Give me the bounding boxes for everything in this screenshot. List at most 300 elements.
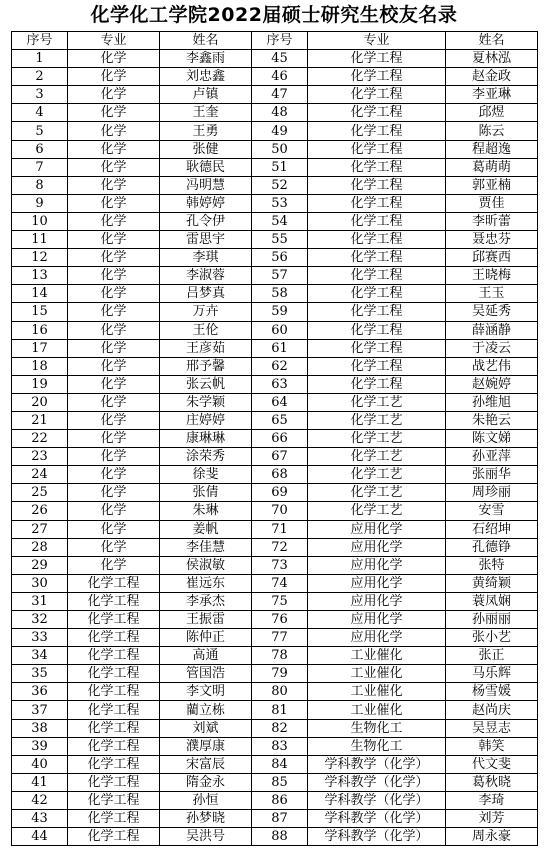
row-major-right: 化学工程: [308, 339, 446, 357]
row-major-left: 化学: [68, 520, 160, 538]
row-name-right: 朱艳云: [446, 411, 538, 429]
row-major-left: 化学: [68, 212, 160, 230]
table-row: [12, 502, 538, 520]
row-name-right: 刘芳: [446, 810, 538, 828]
row-index-left: 18: [12, 357, 68, 375]
row-index-right: 81: [252, 701, 308, 719]
row-name-right: 王玉: [446, 285, 538, 303]
row-name-right: 周永豪: [446, 828, 538, 846]
row-name-right: 李昕蕾: [446, 212, 538, 230]
row-index-right: 73: [252, 556, 308, 574]
row-major-left: 化学: [68, 176, 160, 194]
row-major-left: 化学工程: [68, 683, 160, 701]
row-major-left: 化学工程: [68, 701, 160, 719]
table-row: [12, 393, 538, 411]
row-name-right: 杨雪媛: [446, 683, 538, 701]
row-major-right: 化学工程: [308, 86, 446, 104]
table-row: [12, 212, 538, 230]
row-index-right: 68: [252, 466, 308, 484]
row-index-left: 39: [12, 737, 68, 755]
row-major-right: 生物化工: [308, 719, 446, 737]
row-major-right: 应用化学: [308, 538, 446, 556]
table-row: [12, 683, 538, 701]
row-name-left: 耿德民: [160, 158, 252, 176]
row-index-right: 60: [252, 321, 308, 339]
table-row: [12, 86, 538, 104]
row-major-left: 化学: [68, 68, 160, 86]
row-name-left: 张健: [160, 140, 252, 158]
row-index-left: 42: [12, 791, 68, 809]
row-name-right: 王晓梅: [446, 267, 538, 285]
table-row: [12, 611, 538, 629]
row-name-right: 郭亚楠: [446, 176, 538, 194]
row-index-right: 45: [252, 50, 308, 68]
row-major-right: 生物化工: [308, 737, 446, 755]
row-name-left: 濮厚康: [160, 737, 252, 755]
row-major-left: 化学: [68, 556, 160, 574]
row-index-right: 47: [252, 86, 308, 104]
header-major-right: 专业: [308, 32, 446, 50]
row-name-right: 张小艺: [446, 629, 538, 647]
table-row: [12, 484, 538, 502]
row-index-left: 23: [12, 448, 68, 466]
row-major-right: 化学工程: [308, 357, 446, 375]
row-name-right: 孙维旭: [446, 393, 538, 411]
row-name-right: 葛秋晓: [446, 773, 538, 791]
row-index-left: 37: [12, 701, 68, 719]
row-index-right: 61: [252, 339, 308, 357]
row-major-left: 化学: [68, 158, 160, 176]
row-major-right: 化学工程: [308, 104, 446, 122]
row-name-left: 万卉: [160, 303, 252, 321]
row-index-left: 34: [12, 647, 68, 665]
table-row: [12, 140, 538, 158]
row-name-right: 邱煜: [446, 104, 538, 122]
table-row: [12, 448, 538, 466]
table-row: [12, 430, 538, 448]
row-major-right: 化学工程: [308, 303, 446, 321]
row-name-left: 宋富辰: [160, 755, 252, 773]
row-index-right: 58: [252, 285, 308, 303]
row-name-right: 周珍丽: [446, 484, 538, 502]
row-name-left: 陈仲正: [160, 629, 252, 647]
row-index-right: 74: [252, 574, 308, 592]
row-name-right: 孙亚萍: [446, 448, 538, 466]
row-index-right: 63: [252, 375, 308, 393]
table-row: [12, 828, 538, 846]
row-index-left: 10: [12, 212, 68, 230]
row-name-left: 王奎: [160, 104, 252, 122]
row-major-right: 应用化学: [308, 629, 446, 647]
row-major-right: 化学工程: [308, 375, 446, 393]
row-index-left: 40: [12, 755, 68, 773]
row-major-left: 化学: [68, 267, 160, 285]
row-major-right: 学科教学（化学）: [308, 773, 446, 791]
header-name-right: 姓名: [446, 32, 538, 50]
row-major-left: 化学: [68, 285, 160, 303]
row-major-right: 工业催化: [308, 683, 446, 701]
row-name-right: 马乐辉: [446, 665, 538, 683]
row-major-right: 应用化学: [308, 574, 446, 592]
row-major-left: 化学工程: [68, 810, 160, 828]
row-index-left: 22: [12, 430, 68, 448]
row-index-right: 79: [252, 665, 308, 683]
row-index-right: 83: [252, 737, 308, 755]
row-major-left: 化学: [68, 50, 160, 68]
document-title: 化学化工学院2022届硕士研究生校友名录: [90, 4, 458, 26]
row-major-right: 化学工程: [308, 194, 446, 212]
row-name-right: 战艺伟: [446, 357, 538, 375]
row-index-right: 51: [252, 158, 308, 176]
row-major-left: 化学工程: [68, 737, 160, 755]
row-major-right: 工业催化: [308, 665, 446, 683]
row-name-right: 赵婉婷: [446, 375, 538, 393]
row-major-left: 化学: [68, 104, 160, 122]
row-index-right: 48: [252, 104, 308, 122]
row-name-left: 张倩: [160, 484, 252, 502]
table-row: [12, 810, 538, 828]
table-row: [12, 339, 538, 357]
row-index-right: 86: [252, 791, 308, 809]
table-row: [12, 249, 538, 267]
row-major-right: 化学工艺: [308, 430, 446, 448]
row-major-left: 化学: [68, 86, 160, 104]
row-name-right: 邱赛西: [446, 249, 538, 267]
row-major-right: 应用化学: [308, 520, 446, 538]
row-name-left: 李淑蓉: [160, 267, 252, 285]
table-row: [12, 520, 538, 538]
table-row: [12, 592, 538, 610]
row-name-left: 姜帆: [160, 520, 252, 538]
row-name-left: 李琪: [160, 249, 252, 267]
row-major-right: 化学工程: [308, 140, 446, 158]
row-index-left: 9: [12, 194, 68, 212]
table-row: [12, 647, 538, 665]
row-name-right: 张丽华: [446, 466, 538, 484]
row-index-right: 65: [252, 411, 308, 429]
row-major-right: 化学工程: [308, 231, 446, 249]
row-name-left: 邢予馨: [160, 357, 252, 375]
row-index-right: 67: [252, 448, 308, 466]
row-major-left: 化学工程: [68, 755, 160, 773]
row-name-left: 管国浩: [160, 665, 252, 683]
row-index-left: 32: [12, 611, 68, 629]
alumni-table: [11, 31, 538, 846]
row-name-right: 赵尚庆: [446, 701, 538, 719]
row-name-left: 侯淑敏: [160, 556, 252, 574]
row-index-left: 30: [12, 574, 68, 592]
row-major-left: 化学: [68, 140, 160, 158]
header-major-left: 专业: [68, 32, 160, 50]
row-major-left: 化学工程: [68, 791, 160, 809]
row-index-left: 1: [12, 50, 68, 68]
row-major-left: 化学: [68, 339, 160, 357]
table-header-row: [12, 32, 538, 50]
row-name-right: 孔德铮: [446, 538, 538, 556]
table-row: [12, 629, 538, 647]
row-major-right: 化学工程: [308, 285, 446, 303]
row-major-right: 工业催化: [308, 701, 446, 719]
row-major-left: 化学: [68, 411, 160, 429]
row-index-right: 56: [252, 249, 308, 267]
row-name-left: 王彦茹: [160, 339, 252, 357]
header-name-left: 姓名: [160, 32, 252, 50]
row-name-left: 冯明慧: [160, 176, 252, 194]
row-index-right: 75: [252, 592, 308, 610]
row-name-left: 朱学颖: [160, 393, 252, 411]
row-index-left: 17: [12, 339, 68, 357]
table-row: [12, 755, 538, 773]
row-name-right: 韩笑: [446, 737, 538, 755]
row-name-left: 李承杰: [160, 592, 252, 610]
row-major-right: 化学工程: [308, 158, 446, 176]
row-name-right: 陈云: [446, 122, 538, 140]
row-major-right: 应用化学: [308, 611, 446, 629]
row-major-left: 化学: [68, 393, 160, 411]
row-index-right: 57: [252, 267, 308, 285]
row-index-left: 27: [12, 520, 68, 538]
row-major-right: 应用化学: [308, 556, 446, 574]
row-major-left: 化学: [68, 430, 160, 448]
row-index-right: 88: [252, 828, 308, 846]
table-row: [12, 194, 538, 212]
row-index-right: 78: [252, 647, 308, 665]
row-index-left: 28: [12, 538, 68, 556]
row-index-left: 16: [12, 321, 68, 339]
row-major-left: 化学: [68, 357, 160, 375]
row-index-right: 80: [252, 683, 308, 701]
row-major-right: 化学工程: [308, 267, 446, 285]
row-index-left: 2: [12, 68, 68, 86]
row-index-right: 62: [252, 357, 308, 375]
row-index-right: 69: [252, 484, 308, 502]
row-index-left: 29: [12, 556, 68, 574]
row-name-left: 吴洪号: [160, 828, 252, 846]
row-index-left: 26: [12, 502, 68, 520]
row-index-right: 49: [252, 122, 308, 140]
row-major-left: 化学工程: [68, 665, 160, 683]
row-name-right: 蓑凤娴: [446, 592, 538, 610]
row-major-right: 工业催化: [308, 647, 446, 665]
table-row: [12, 50, 538, 68]
row-major-right: 学科教学（化学）: [308, 755, 446, 773]
row-major-right: 化学工艺: [308, 502, 446, 520]
row-major-left: 化学: [68, 448, 160, 466]
row-major-right: 化学工艺: [308, 411, 446, 429]
row-name-left: 孙恒: [160, 791, 252, 809]
table-row: [12, 411, 538, 429]
row-index-left: 43: [12, 810, 68, 828]
row-index-left: 15: [12, 303, 68, 321]
row-major-left: 化学工程: [68, 719, 160, 737]
row-name-right: 李亚琳: [446, 86, 538, 104]
row-name-left: 刘忠鑫: [160, 68, 252, 86]
table-row: [12, 556, 538, 574]
table-row: [12, 737, 538, 755]
row-index-left: 8: [12, 176, 68, 194]
row-name-left: 朱琳: [160, 502, 252, 520]
row-index-left: 38: [12, 719, 68, 737]
row-name-right: 安雪: [446, 502, 538, 520]
row-index-right: 54: [252, 212, 308, 230]
row-major-left: 化学: [68, 502, 160, 520]
row-major-left: 化学工程: [68, 773, 160, 791]
table-row: [12, 574, 538, 592]
row-name-right: 程超逸: [446, 140, 538, 158]
table-body: [12, 50, 538, 846]
row-name-left: 孔令伊: [160, 212, 252, 230]
table-row: [12, 375, 538, 393]
row-name-right: 张特: [446, 556, 538, 574]
row-index-left: 19: [12, 375, 68, 393]
table-row: [12, 719, 538, 737]
row-index-left: 5: [12, 122, 68, 140]
row-name-left: 李文明: [160, 683, 252, 701]
row-major-left: 化学工程: [68, 828, 160, 846]
row-name-left: 高通: [160, 647, 252, 665]
row-index-right: 70: [252, 502, 308, 520]
table-row: [12, 176, 538, 194]
row-name-left: 王振雷: [160, 611, 252, 629]
row-name-left: 康琳琳: [160, 430, 252, 448]
row-name-left: 卢镇: [160, 86, 252, 104]
row-name-left: 徐斐: [160, 466, 252, 484]
table-row: [12, 773, 538, 791]
row-index-left: 36: [12, 683, 68, 701]
row-major-right: 化学工艺: [308, 484, 446, 502]
row-major-left: 化学: [68, 538, 160, 556]
row-major-right: 化学工程: [308, 50, 446, 68]
row-major-left: 化学: [68, 466, 160, 484]
row-index-right: 59: [252, 303, 308, 321]
row-index-left: 12: [12, 249, 68, 267]
row-major-right: 化学工程: [308, 176, 446, 194]
row-major-right: 学科教学（化学）: [308, 828, 446, 846]
row-index-right: 66: [252, 430, 308, 448]
header-index-left: 序号: [12, 32, 68, 50]
row-index-right: 55: [252, 231, 308, 249]
row-index-right: 46: [252, 68, 308, 86]
row-index-left: 25: [12, 484, 68, 502]
row-index-left: 11: [12, 231, 68, 249]
table-row: [12, 321, 538, 339]
table-row: [12, 122, 538, 140]
row-name-left: 韩婷婷: [160, 194, 252, 212]
table-row: [12, 466, 538, 484]
row-name-left: 崔远东: [160, 574, 252, 592]
row-name-left: 吕梦真: [160, 285, 252, 303]
header-index-right: 序号: [252, 32, 308, 50]
row-major-right: 化学工程: [308, 321, 446, 339]
row-index-left: 14: [12, 285, 68, 303]
row-name-left: 王勇: [160, 122, 252, 140]
row-major-right: 学科教学（化学）: [308, 810, 446, 828]
table-row: [12, 158, 538, 176]
row-name-right: 吴昱志: [446, 719, 538, 737]
row-index-left: 33: [12, 629, 68, 647]
row-name-right: 赵金政: [446, 68, 538, 86]
row-name-right: 葛萌萌: [446, 158, 538, 176]
row-index-left: 6: [12, 140, 68, 158]
row-index-right: 76: [252, 611, 308, 629]
table-row: [12, 538, 538, 556]
row-index-left: 21: [12, 411, 68, 429]
row-major-right: 化学工程: [308, 212, 446, 230]
row-name-left: 王伦: [160, 321, 252, 339]
row-major-right: 化学工艺: [308, 466, 446, 484]
row-major-left: 化学工程: [68, 629, 160, 647]
row-index-right: 52: [252, 176, 308, 194]
row-name-right: 石绍坤: [446, 520, 538, 538]
row-index-left: 31: [12, 592, 68, 610]
row-index-left: 24: [12, 466, 68, 484]
row-name-left: 孙梦晓: [160, 810, 252, 828]
row-index-right: 53: [252, 194, 308, 212]
row-name-left: 藺立栋: [160, 701, 252, 719]
row-name-left: 涂荣秀: [160, 448, 252, 466]
row-major-left: 化学: [68, 375, 160, 393]
row-major-right: 应用化学: [308, 592, 446, 610]
row-major-left: 化学: [68, 231, 160, 249]
row-major-right: 化学工艺: [308, 393, 446, 411]
row-index-right: 84: [252, 755, 308, 773]
table-row: [12, 267, 538, 285]
row-major-left: 化学: [68, 484, 160, 502]
row-name-right: 陈文娣: [446, 430, 538, 448]
table-row: [12, 231, 538, 249]
row-name-left: 庄婷婷: [160, 411, 252, 429]
row-major-left: 化学: [68, 303, 160, 321]
table-row: [12, 285, 538, 303]
row-major-left: 化学工程: [68, 611, 160, 629]
row-name-right: 吴延秀: [446, 303, 538, 321]
row-name-left: 李鑫雨: [160, 50, 252, 68]
row-index-right: 50: [252, 140, 308, 158]
row-index-left: 35: [12, 665, 68, 683]
table-row: [12, 665, 538, 683]
row-name-left: 刘斌: [160, 719, 252, 737]
row-index-right: 72: [252, 538, 308, 556]
row-major-left: 化学工程: [68, 574, 160, 592]
row-index-left: 3: [12, 86, 68, 104]
row-index-left: 13: [12, 267, 68, 285]
row-index-left: 41: [12, 773, 68, 791]
row-index-right: 71: [252, 520, 308, 538]
row-name-right: 夏林泓: [446, 50, 538, 68]
row-name-right: 孙丽丽: [446, 611, 538, 629]
row-index-right: 82: [252, 719, 308, 737]
row-major-left: 化学工程: [68, 647, 160, 665]
row-name-right: 张正: [446, 647, 538, 665]
table-row: [12, 303, 538, 321]
row-name-right: 聂忠芬: [446, 231, 538, 249]
row-index-right: 85: [252, 773, 308, 791]
row-name-right: 于凌云: [446, 339, 538, 357]
row-index-left: 20: [12, 393, 68, 411]
row-major-right: 化学工程: [308, 122, 446, 140]
row-index-right: 77: [252, 629, 308, 647]
row-major-right: 化学工艺: [308, 448, 446, 466]
row-major-left: 化学: [68, 122, 160, 140]
row-major-left: 化学工程: [68, 592, 160, 610]
table-row: [12, 357, 538, 375]
table-row: [12, 68, 538, 86]
row-index-right: 64: [252, 393, 308, 411]
row-name-left: 张云帆: [160, 375, 252, 393]
row-name-left: 李佳慧: [160, 538, 252, 556]
row-major-right: 化学工程: [308, 68, 446, 86]
row-index-right: 87: [252, 810, 308, 828]
